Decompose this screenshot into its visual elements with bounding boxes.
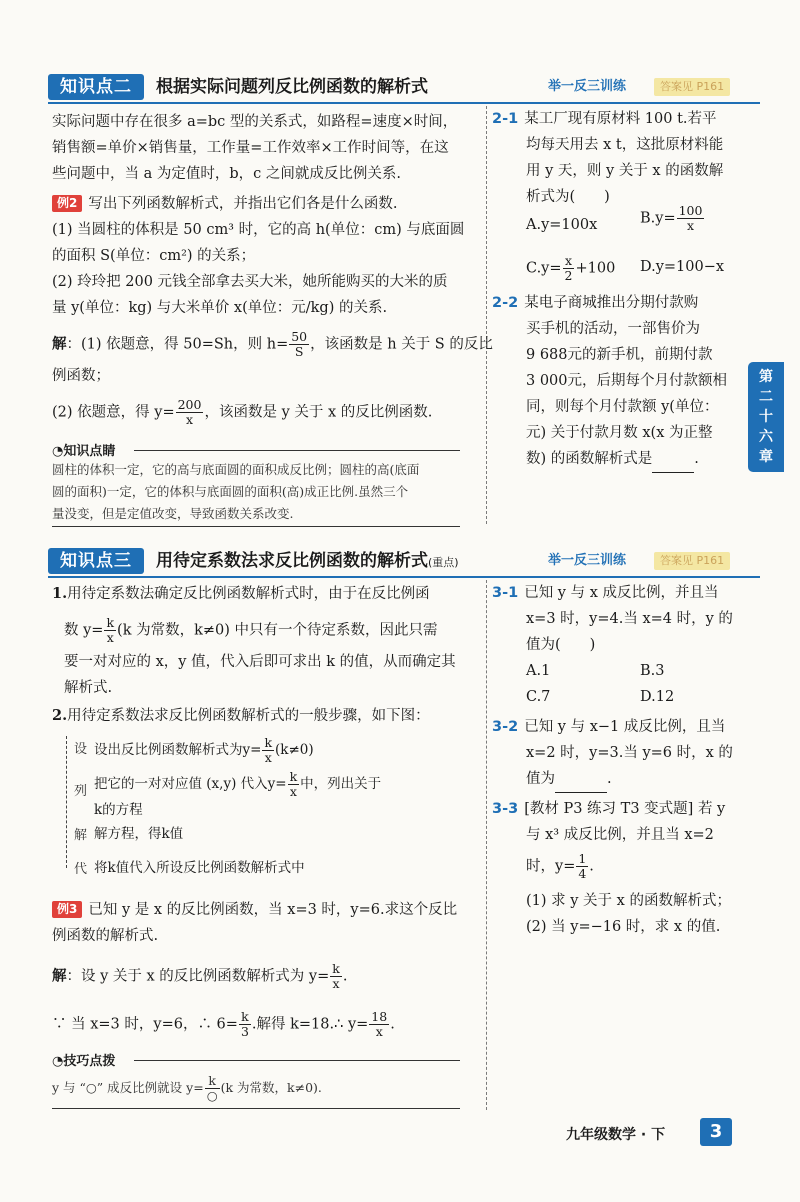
step-substitute: 将k值代入所设反比例函数解析式中	[94, 860, 305, 876]
fraction: $\frac{k}{x}$	[106, 615, 115, 645]
example2-label: 例2	[52, 195, 82, 212]
option-c: C.7	[526, 689, 551, 705]
option-b: B.3	[640, 663, 665, 679]
note-line-3: 量没变，但是定值改变，导致函数关系改变.	[52, 506, 294, 521]
chapter-tab: 第 二 十 六 章	[748, 362, 784, 472]
footer-label: 九年级数学 · 下	[566, 1127, 666, 1143]
note-bottom-rule	[52, 526, 460, 527]
exercise-3-2-line-1: 3-2 已知 y 与 x−1 成反比例，且当	[492, 719, 726, 735]
option-d: D.12	[640, 689, 675, 705]
solution2-line-2: 例函数；	[52, 368, 110, 384]
exercise-3-3-q2: (2) 当 y=−16 时，求 x 的值.	[526, 919, 721, 935]
example2-question: 例2 写出下列函数解析式，并指出它们各是什么函数.	[52, 192, 397, 216]
step-solve: 解方程，得k值	[94, 826, 184, 842]
exercise-3-2-line-3: 值为 .	[526, 766, 612, 793]
option-d: D.y=100−x	[640, 259, 725, 275]
method-line-4: 解析式.	[64, 680, 113, 696]
exercise-3-3-q1: (1) 求 y 关于 x 的函数解析式；	[526, 893, 731, 909]
step-key-list: 列	[74, 784, 88, 799]
exercise-2-2-line-3: 9 688元的新手机，前期付款	[526, 347, 713, 363]
tip-text: y 与 “○” 成反比例就设 y= $\frac{k}{○}$ (k 为常数，k≠0).	[52, 1073, 322, 1103]
tip-rule	[134, 1060, 460, 1061]
fraction: $\frac{k}{x}$	[264, 735, 273, 765]
tip-bottom-rule	[52, 1108, 460, 1109]
fraction: $\frac{x}{2}$	[564, 253, 573, 283]
exercise-3-3-line-3: 时，y= $\frac{1}{4}$ .	[526, 851, 594, 881]
section1-divider	[486, 106, 487, 524]
intro-line-2: 销售额=单价×销售量，工作量=工作效率×工作时间等，在这	[52, 140, 449, 156]
method-line-2: 数 y= $\frac{k}{x}$ (k 为常数，k≠0) 中只有一个待定系数，因此只需	[64, 615, 438, 645]
section2-divider	[486, 580, 487, 1110]
section2-answer-ref: 答案见 P161	[654, 552, 730, 570]
step-list-line2: k的方程	[94, 802, 143, 818]
fraction: $\frac{100}{x}$	[678, 203, 703, 233]
note-heading: ◔知识点睛	[52, 444, 116, 459]
lightbulb-icon: ◔	[52, 444, 64, 459]
exercise-2-1-line-2: 均每天用去 x t，这批原材料能	[526, 137, 724, 153]
option-a: A.1	[526, 663, 551, 679]
exercise-3-2-line-2: x=2 时，y=3.当 y=6 时，x 的	[526, 745, 733, 761]
note-rule	[134, 450, 460, 451]
solution3-line-1: 解：设 y 关于 x 的反比例函数解析式为 y= $\frac{k}{x}$ .	[52, 961, 348, 991]
step-key-set: 设	[74, 742, 88, 757]
exercise-3-1-line-1: 3-1 已知 y 与 x 成反比例，并且当	[492, 585, 719, 601]
tip-heading: ◔技巧点拨	[52, 1054, 116, 1069]
fraction: $\frac{k}{3}$	[240, 1009, 249, 1039]
exercise-2-1-line-4: 析式为( )	[526, 189, 610, 205]
fraction: $\frac{k}{x}$	[332, 961, 340, 991]
example2-item-1: (1) 当圆柱的体积是 50 cm³ 时，它的高 h(单位：cm) 与底面圆	[52, 222, 465, 238]
example2-item-2: 的面积 S(单位：cm²) 的关系；	[52, 248, 256, 264]
exercise-2-2-line-4: 3 000元，后期每个月付款额相	[526, 373, 728, 389]
example3-line-1: 例3 已知 y 是 x 的反比例函数，当 x=3 时，y=6.求这个反比	[52, 898, 457, 922]
exercise-3-3-line-2: 与 x³ 成反比例，并且当 x=2	[526, 827, 714, 843]
method-line-3: 要一对对应的 x，y 值，代入后即可求出 k 的值，从而确定其	[64, 654, 456, 670]
method-line-1: 1.用待定系数法确定反比例函数解析式时，由于在反比例函	[52, 585, 430, 602]
example2-item-4: 量 y(单位：kg) 与大米单价 x(单位：元/kg) 的关系.	[52, 300, 388, 316]
section2-header	[48, 546, 760, 576]
example2-item-3: (2) 玲玲把 200 元钱全部拿去买大米，她所能购买的大米的质	[52, 274, 448, 290]
example3-label: 例3	[52, 901, 82, 918]
fraction: $\frac{1}{4}$	[578, 851, 587, 881]
section2-tag: 知识点三	[48, 548, 144, 574]
exercise-2-1-line-1: 2-1 某工厂现有原材料 100 t.若平	[492, 111, 717, 127]
example3-line-2: 例函数的解析式.	[52, 928, 159, 944]
option-c: C.y= $\frac{x}{2}$ +100	[526, 253, 616, 283]
intro-line-1: 实际问题中存在很多 a=bc 型的关系式，如路程=速度×时间，	[52, 114, 458, 130]
page-number: 3	[700, 1118, 732, 1146]
exercise-2-2-line-5: 同，则每个月付款额 y(单位：	[526, 399, 719, 415]
section1-header	[48, 72, 760, 102]
solution2-line-3: (2) 依题意，得 y= $\frac{200}{x}$ ，该函数是 y 关于 x 的反比例函数.	[52, 397, 433, 427]
section2-rule	[48, 576, 760, 578]
exercise-2-2-line-6: 元) 关于付款月数 x(x 为正整	[526, 425, 713, 441]
step-key-substitute: 代	[74, 862, 88, 877]
section1-answer-ref: 答案见 P161	[654, 78, 730, 96]
fraction: $\frac{k}{○}$	[206, 1073, 218, 1103]
step-set: 设出反比例函数解析式为y= $\frac{k}{x}$ (k≠0)	[94, 735, 314, 765]
step-list: 把它的一对对应值 (x,y) 代入y= $\frac{k}{x}$ 中，列出关于	[94, 769, 382, 799]
fraction: $\frac{200}{x}$	[177, 397, 202, 427]
exercise-2-2-line-1: 2-2 某电子商城推出分期付款购	[492, 295, 699, 311]
exercise-2-2-line-2: 买手机的活动，一部售价为	[526, 321, 700, 337]
option-b: B.y= $\frac{100}{x}$	[640, 203, 703, 233]
section2-title: 用待定系数法求反比例函数的解析式(重点)	[156, 551, 459, 571]
section1-tag: 知识点二	[48, 74, 144, 100]
solution3-line-2: ∵ 当 x=3 时，y=6，∴ 6= $\frac{k}{3}$ .解得 k=18.∴ y= $\frac{18}{x}$ .	[52, 1009, 395, 1039]
section1-title: 根据实际问题列反比例函数的解析式	[156, 77, 428, 97]
section2-train-label: 举一反三训练	[548, 553, 627, 568]
section1-rule	[48, 102, 760, 104]
exercise-3-1-line-3: 值为( )	[526, 637, 596, 653]
fraction: $\frac{50}{S}$	[291, 329, 308, 359]
fraction: $\frac{k}{x}$	[289, 769, 298, 799]
exercise-2-1-line-3: 用 y 天，则 y 关于 x 的函数解	[526, 163, 724, 179]
answer-blank[interactable]	[652, 446, 694, 473]
method-line-5: 2.用待定系数法求反比例函数解析式的一般步骤，如下图：	[52, 707, 430, 724]
intro-line-3: 些问题中，当 a 为定值时，b，c 之间就成反比例关系.	[52, 166, 401, 182]
note-line-2: 圆的面积)一定，它的体积与底面圆的面积(高)成正比例.虽然三个	[52, 484, 409, 499]
fraction: $\frac{18}{x}$	[371, 1009, 388, 1039]
exercise-3-1-line-2: x=3 时，y=4.当 x=4 时，y 的	[526, 611, 733, 627]
solution2-line-1: 解：(1) 依题意，得 50=Sh，则 h= $\frac{50}{S}$ ，该函数是 h 关于 S 的反比	[52, 329, 493, 359]
tip-icon: ◔	[52, 1054, 64, 1069]
note-line-1: 圆柱的体积一定，它的高与底面圆的面积成反比例；圆柱的高(底面	[52, 462, 420, 477]
exercise-2-2-line-7: 数) 的函数解析式是 .	[526, 446, 699, 473]
step-key-solve: 解	[74, 828, 88, 843]
answer-blank[interactable]	[555, 766, 607, 793]
exercise-3-3-line-1: 3-3 [教材 P3 练习 T3 变式题] 若 y	[492, 801, 726, 817]
section1-train-label: 举一反三训练	[548, 79, 627, 94]
option-a: A.y=100x	[526, 217, 598, 233]
